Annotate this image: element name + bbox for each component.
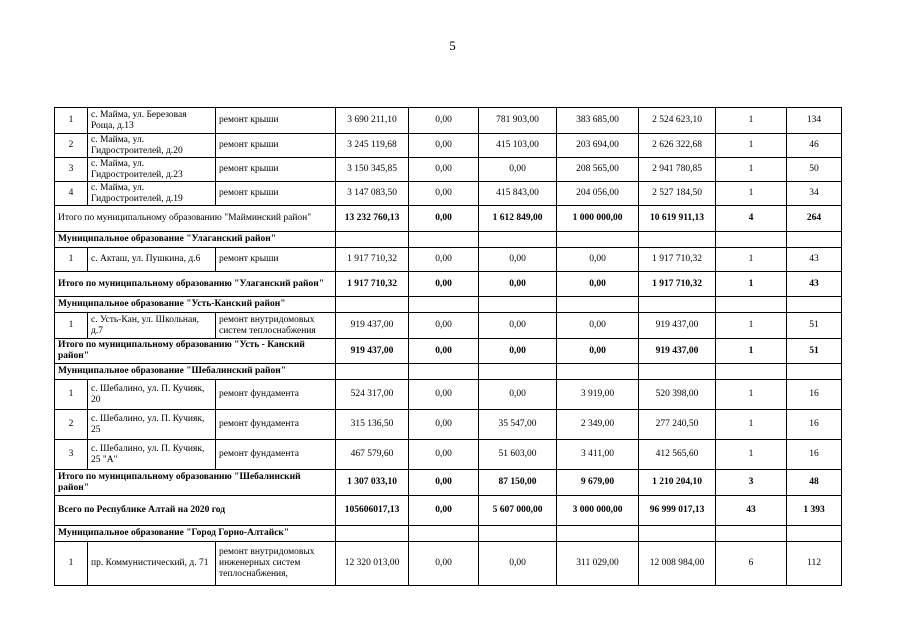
total-value-c1: 1 917 710,32 (336, 272, 409, 297)
address-cell: с. Шебалино, ул. П. Кучияк, 25 "А" (88, 440, 216, 470)
value-cell-c4: 3 411,00 (557, 440, 639, 470)
value-cell-c5: 2 524 623,10 (639, 108, 716, 134)
value-cell-c4: 383 685,00 (557, 108, 639, 134)
total-value-c3: 0,00 (479, 339, 557, 364)
row-number: 1 (55, 248, 88, 272)
empty-cell (336, 232, 409, 248)
total-value-c2: 0,00 (409, 339, 479, 364)
value-cell-c5: 2 941 780,85 (639, 158, 716, 182)
subtotal-row (55, 272, 842, 297)
value-cell-c6: 1 (716, 182, 787, 206)
total-value-c7: 48 (787, 470, 842, 496)
work-type-cell: ремонт крыши (216, 158, 336, 182)
empty-cell (409, 364, 479, 380)
total-label: Итого по муниципальному образованию "Майминский район" (55, 206, 336, 232)
value-cell-c6: 1 (716, 440, 787, 470)
empty-cell (336, 297, 409, 313)
value-cell-c7: 112 (787, 542, 842, 586)
table-row (55, 380, 842, 410)
value-cell-c6: 1 (716, 410, 787, 440)
row-number: 1 (55, 313, 88, 339)
table-row (55, 158, 842, 182)
empty-cell (639, 232, 716, 248)
value-cell-c4: 203 694,00 (557, 134, 639, 158)
municipality-label: Муниципальное образование "Город Горно-Алтайск" (55, 526, 336, 542)
row-number: 4 (55, 182, 88, 206)
value-cell-c6: 1 (716, 313, 787, 339)
table-row (55, 248, 842, 272)
value-cell-c2: 0,00 (409, 440, 479, 470)
total-value-c3: 5 607 000,00 (479, 496, 557, 526)
value-cell-c3: 781 903,00 (479, 108, 557, 134)
address-cell: пр. Коммунистический, д. 71 (88, 542, 216, 586)
work-type-cell: ремонт крыши (216, 108, 336, 134)
work-type-cell: ремонт крыши (216, 134, 336, 158)
value-cell-c4: 3 919,00 (557, 380, 639, 410)
empty-cell (479, 526, 557, 542)
total-value-c2: 0,00 (409, 496, 479, 526)
value-cell-c2: 0,00 (409, 134, 479, 158)
value-cell-c5: 2 626 322,68 (639, 134, 716, 158)
total-value-c6: 1 (716, 272, 787, 297)
value-cell-c5: 412 565,60 (639, 440, 716, 470)
municipality-label: Муниципальное образование "Шебалинский район" (55, 364, 336, 380)
work-type-cell: ремонт фундамента (216, 410, 336, 440)
total-value-c6: 3 (716, 470, 787, 496)
empty-cell (639, 364, 716, 380)
subtotal-row (55, 470, 842, 496)
repair-program-table (54, 107, 842, 586)
value-cell-c4: 204 056,00 (557, 182, 639, 206)
total-value-c7: 51 (787, 339, 842, 364)
empty-cell (479, 364, 557, 380)
value-cell-c1: 1 917 710,32 (336, 248, 409, 272)
table-row (55, 313, 842, 339)
value-cell-c3: 51 603,00 (479, 440, 557, 470)
address-cell: с. Майма, ул. Березовая Роща, д.13 (88, 108, 216, 134)
table-row (55, 542, 842, 586)
value-cell-c1: 12 320 013,00 (336, 542, 409, 586)
value-cell-c2: 0,00 (409, 410, 479, 440)
total-value-c7: 43 (787, 272, 842, 297)
value-cell-c4: 311 029,00 (557, 542, 639, 586)
total-value-c1: 13 232 760,13 (336, 206, 409, 232)
municipality-header-row (55, 297, 842, 313)
total-value-c1: 1 307 033,10 (336, 470, 409, 496)
total-value-c1: 105606017,13 (336, 496, 409, 526)
value-cell-c1: 3 147 083,50 (336, 182, 409, 206)
value-cell-c1: 3 150 345,85 (336, 158, 409, 182)
empty-cell (409, 232, 479, 248)
empty-cell (787, 364, 842, 380)
empty-cell (787, 232, 842, 248)
total-value-c5: 10 619 911,13 (639, 206, 716, 232)
municipality-header-row (55, 232, 842, 248)
total-label: Итого по муниципальному образованию "Шебалинский район" (55, 470, 336, 496)
total-label: Всего по Республике Алтай на 2020 год (55, 496, 336, 526)
value-cell-c5: 12 008 984,00 (639, 542, 716, 586)
row-number: 2 (55, 134, 88, 158)
value-cell-c7: 43 (787, 248, 842, 272)
address-cell: с. Акташ, ул. Пушкина, д.6 (88, 248, 216, 272)
page-number: 5 (449, 38, 456, 53)
municipality-label: Муниципальное образование "Усть-Канский район" (55, 297, 336, 313)
empty-cell (557, 297, 639, 313)
total-value-c4: 9 679,00 (557, 470, 639, 496)
value-cell-c4: 0,00 (557, 248, 639, 272)
value-cell-c1: 467 579,60 (336, 440, 409, 470)
value-cell-c2: 0,00 (409, 313, 479, 339)
empty-cell (409, 526, 479, 542)
total-value-c1: 919 437,00 (336, 339, 409, 364)
value-cell-c3: 0,00 (479, 313, 557, 339)
value-cell-c6: 6 (716, 542, 787, 586)
total-label: Итого по муниципальному образованию "Усть - Канский район" (55, 339, 336, 364)
empty-cell (557, 526, 639, 542)
empty-cell (336, 526, 409, 542)
value-cell-c5: 277 240,50 (639, 410, 716, 440)
empty-cell (409, 297, 479, 313)
value-cell-c7: 16 (787, 410, 842, 440)
value-cell-c4: 2 349,00 (557, 410, 639, 440)
empty-cell (716, 232, 787, 248)
address-cell: с. Майма, ул. Гидростроителей, д.23 (88, 158, 216, 182)
total-value-c2: 0,00 (409, 470, 479, 496)
value-cell-c6: 1 (716, 380, 787, 410)
total-value-c7: 1 393 (787, 496, 842, 526)
value-cell-c1: 3 690 211,10 (336, 108, 409, 134)
municipality-header-row (55, 364, 842, 380)
total-value-c3: 1 612 849,00 (479, 206, 557, 232)
work-type-cell: ремонт крыши (216, 248, 336, 272)
total-value-c4: 0,00 (557, 339, 639, 364)
total-value-c5: 96 999 017,13 (639, 496, 716, 526)
address-cell: с. Усть-Кан, ул. Школьная, д.7 (88, 313, 216, 339)
empty-cell (716, 364, 787, 380)
table-row (55, 108, 842, 134)
value-cell-c4: 208 565,00 (557, 158, 639, 182)
total-value-c4: 1 000 000,00 (557, 206, 639, 232)
row-number: 1 (55, 542, 88, 586)
value-cell-c3: 415 843,00 (479, 182, 557, 206)
value-cell-c1: 524 317,00 (336, 380, 409, 410)
work-type-cell: ремонт фундамента (216, 380, 336, 410)
total-value-c6: 4 (716, 206, 787, 232)
value-cell-c5: 2 527 184,50 (639, 182, 716, 206)
value-cell-c2: 0,00 (409, 182, 479, 206)
empty-cell (716, 297, 787, 313)
value-cell-c6: 1 (716, 134, 787, 158)
grand-total-row (55, 496, 842, 526)
address-cell: с. Майма, ул. Гидростроителей, д.20 (88, 134, 216, 158)
total-value-c7: 264 (787, 206, 842, 232)
value-cell-c1: 315 136,50 (336, 410, 409, 440)
address-cell: с. Шебалино, ул. П. Кучияк, 25 (88, 410, 216, 440)
value-cell-c3: 0,00 (479, 380, 557, 410)
value-cell-c7: 46 (787, 134, 842, 158)
empty-cell (557, 232, 639, 248)
empty-cell (639, 526, 716, 542)
value-cell-c7: 16 (787, 380, 842, 410)
value-cell-c7: 16 (787, 440, 842, 470)
subtotal-row (55, 339, 842, 364)
total-value-c5: 1 917 710,32 (639, 272, 716, 297)
total-value-c3: 87 150,00 (479, 470, 557, 496)
municipality-header-row (55, 526, 842, 542)
total-value-c6: 1 (716, 339, 787, 364)
value-cell-c3: 35 547,00 (479, 410, 557, 440)
value-cell-c6: 1 (716, 108, 787, 134)
row-number: 1 (55, 108, 88, 134)
total-value-c4: 3 000 000,00 (557, 496, 639, 526)
row-number: 3 (55, 440, 88, 470)
total-value-c3: 0,00 (479, 272, 557, 297)
total-value-c4: 0,00 (557, 272, 639, 297)
total-value-c6: 43 (716, 496, 787, 526)
value-cell-c3: 0,00 (479, 248, 557, 272)
row-number: 3 (55, 158, 88, 182)
empty-cell (787, 526, 842, 542)
value-cell-c5: 1 917 710,32 (639, 248, 716, 272)
empty-cell (639, 297, 716, 313)
address-cell: с. Майма, ул. Гидростроителей, д.19 (88, 182, 216, 206)
value-cell-c1: 919 437,00 (336, 313, 409, 339)
value-cell-c7: 50 (787, 158, 842, 182)
total-value-c5: 1 210 204,10 (639, 470, 716, 496)
table-row (55, 440, 842, 470)
value-cell-c2: 0,00 (409, 248, 479, 272)
table-row (55, 182, 842, 206)
row-number: 1 (55, 380, 88, 410)
value-cell-c2: 0,00 (409, 108, 479, 134)
total-value-c2: 0,00 (409, 206, 479, 232)
row-number: 2 (55, 410, 88, 440)
value-cell-c4: 0,00 (557, 313, 639, 339)
address-cell: с. Шебалино, ул. П. Кучияк, 20 (88, 380, 216, 410)
empty-cell (787, 297, 842, 313)
empty-cell (557, 364, 639, 380)
table-row (55, 410, 842, 440)
empty-cell (716, 526, 787, 542)
value-cell-c7: 34 (787, 182, 842, 206)
table-row (55, 134, 842, 158)
value-cell-c3: 0,00 (479, 158, 557, 182)
empty-cell (479, 232, 557, 248)
value-cell-c1: 3 245 119,68 (336, 134, 409, 158)
value-cell-c2: 0,00 (409, 158, 479, 182)
value-cell-c3: 0,00 (479, 542, 557, 586)
value-cell-c5: 520 398,00 (639, 380, 716, 410)
value-cell-c2: 0,00 (409, 380, 479, 410)
empty-cell (336, 364, 409, 380)
value-cell-c3: 415 103,00 (479, 134, 557, 158)
empty-cell (479, 297, 557, 313)
value-cell-c7: 134 (787, 108, 842, 134)
work-type-cell: ремонт внутридомовых систем теплоснабжения (216, 313, 336, 339)
total-label: Итого по муниципальному образованию "Улаганский район" (55, 272, 336, 297)
total-value-c2: 0,00 (409, 272, 479, 297)
work-type-cell: ремонт крыши (216, 182, 336, 206)
value-cell-c5: 919 437,00 (639, 313, 716, 339)
total-value-c5: 919 437,00 (639, 339, 716, 364)
municipality-label: Муниципальное образование "Улаганский район" (55, 232, 336, 248)
subtotal-row (55, 206, 842, 232)
work-type-cell: ремонт внутридомовых инженерных систем теплоснабжения, (216, 542, 336, 586)
value-cell-c2: 0,00 (409, 542, 479, 586)
work-type-cell: ремонт фундамента (216, 440, 336, 470)
value-cell-c7: 51 (787, 313, 842, 339)
value-cell-c6: 1 (716, 158, 787, 182)
value-cell-c6: 1 (716, 248, 787, 272)
